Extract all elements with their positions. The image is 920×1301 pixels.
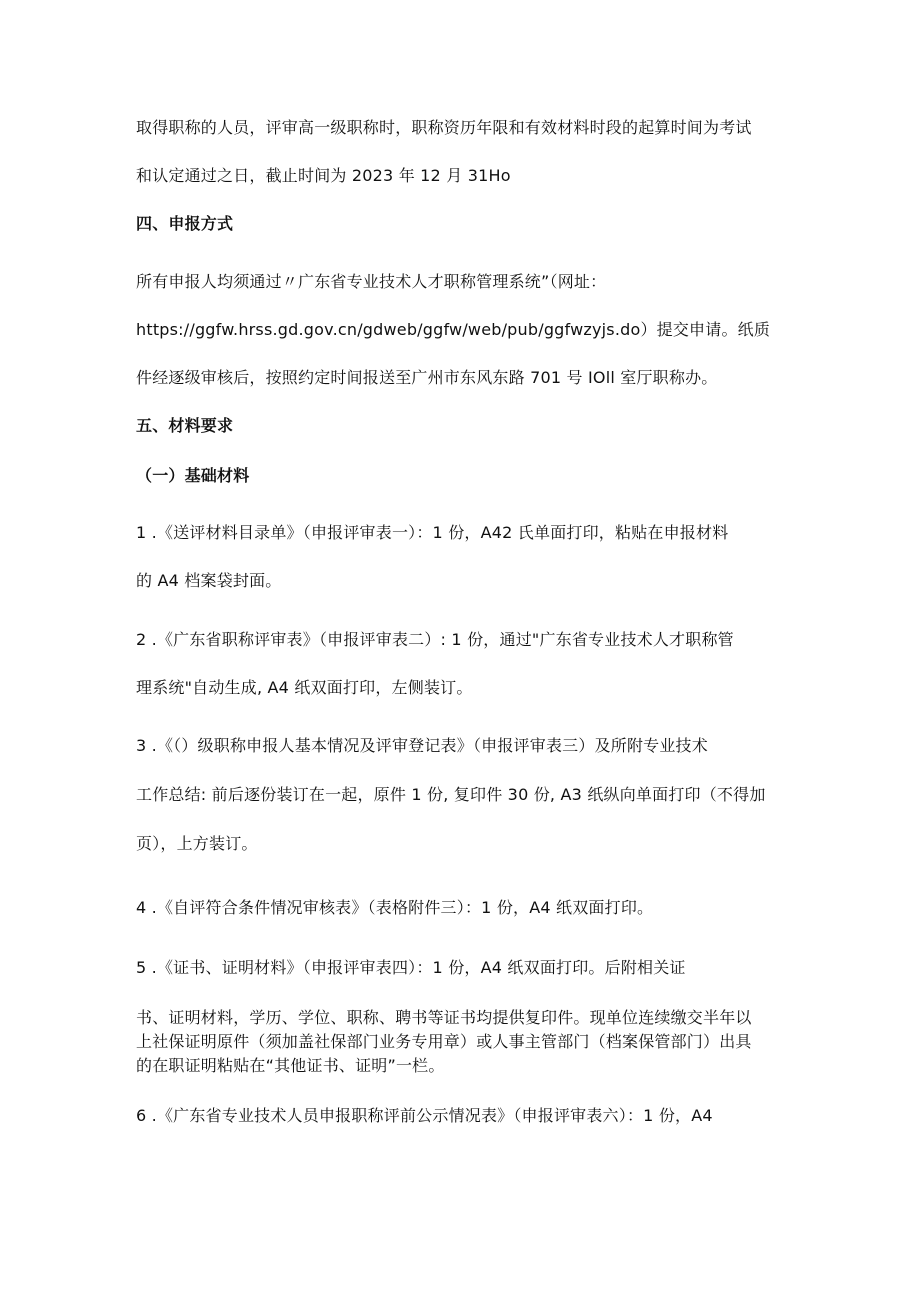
list-item-line: 6 .《广东省专业技术人员申报职称评前公示情况表》（申报评审表六）：1 份，A4 (136, 1106, 713, 1125)
list-item-line: 的 A4 档案袋封面。 (136, 571, 282, 590)
paragraph-line: 和认定通过之日，截止时间为 2023 年 12 月 31Ho (136, 166, 511, 185)
subsection-heading: （一）基础材料 (136, 466, 250, 485)
list-item-line: 1 .《送评材料目录单》（申报评审表一）：1 份，A42 氏单面打印，粘贴在申报材料 (136, 523, 729, 542)
list-item-line: 2 .《广东省职称评审表》（申报评审表二）: 1 份，通过"广东省专业技术人才职称管 (136, 630, 734, 649)
list-item-line: 页），上方装订。 (136, 834, 258, 853)
paragraph-line: 件经逐级审核后，按照约定时间报送至广州市东风东路 701 号 IOll 室厅职称办。 (136, 368, 718, 387)
list-item-line: 的在职证明粘贴在“其他证书、证明”一栏。 (136, 1056, 445, 1075)
list-item-line: 书、证明材料，学历、学位、职称、聘书等证书均提供复印件。现单位连续缴交半年以 (136, 1008, 752, 1027)
list-item-line: 4 .《自评符合条件情况审核表》（表格附件三）：1 份，A4 纸双面打印。 (136, 898, 654, 917)
list-item-line: 5 .《证书、证明材料》（申报评审表四）：1 份，A4 纸双面打印。后附相关证 (136, 958, 686, 977)
section-heading: 四、申报方式 (136, 214, 234, 233)
paragraph-line: 取得职称的人员，评审高一级职称时，职称资历年限和有效材料时段的起算时间为考试 (136, 118, 752, 137)
list-item-line: 工作总结: 前后逐份装订在一起，原件 1 份, 复印件 30 份, A3 纸纵向单面打印（不得加 (136, 785, 766, 804)
list-item-line: 理系统"自动生成, A4 纸双面打印，左侧装订。 (136, 678, 473, 697)
paragraph-line: https://ggfw.hrss.gd.gov.cn/gdweb/ggfw/web/pub/ggfwzyjs.do）提交申请。纸质 (136, 320, 771, 339)
list-item-line: 3 .《（）级职称申报人基本情况及评审登记表》（申报评审表三）及所附专业技术 (136, 736, 708, 755)
section-heading: 五、材料要求 (136, 416, 234, 435)
paragraph-line: 所有申报人均须通过〃广东省专业技术人才职称管理系统”（网址： (136, 272, 607, 291)
list-item-line: 上社保证明原件（须加盖社保部门业务专用章）或人事主管部门（档案保管部门）出具 (136, 1032, 752, 1051)
